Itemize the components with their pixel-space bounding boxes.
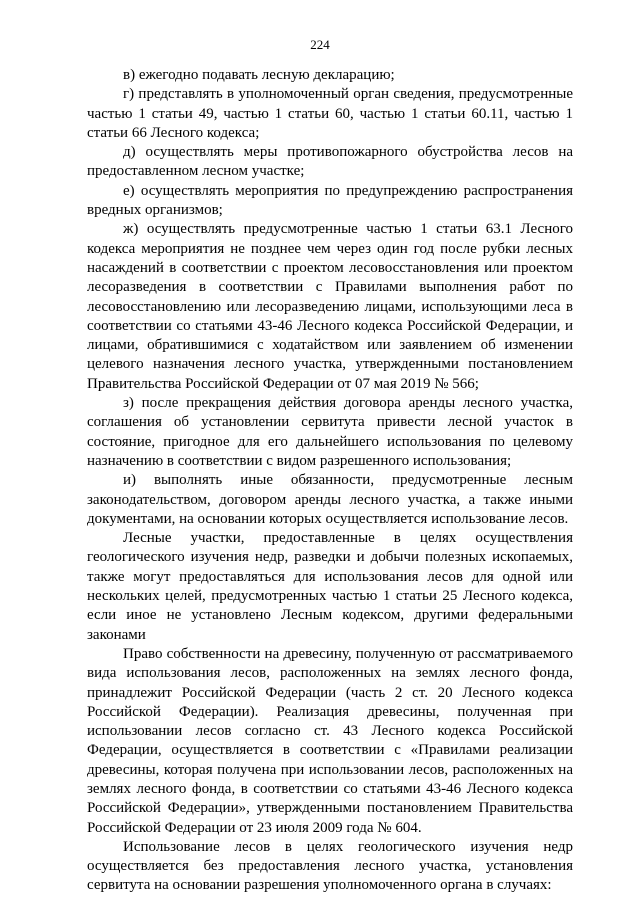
- paragraph-geological-use: Использование лесов в целях геологического изучения недр осуществляется без предоставления лесного участка, установления сервитута на основании разрешения уполномоченного органа в случаях:: [87, 838, 573, 894]
- paragraph-item-zh: ж) осуществлять предусмотренные частью 1 статьи 63.1 Лесного кодекса мероприятия не позднее чем через один год после рубки лесных насаждений в соответствии с проектом лесовосстановления или проектом лесоразведения в соответствии с Правилами выполнения работ по лесовосстановлению или лесоразведению лицами, использующими леса в соответствии со статьями 43-46 Лесного кодекса Российской Федерации, и лицами, обратившимися с ходатайством или заявлением об изменении целевого назначения лесного участка, утвержденными постановлением Правительства Российской Федерации от 07 мая 2019 № 566;: [87, 221, 573, 392]
- paragraph-item-d: д) осуществлять меры противопожарного обустройства лесов на предоставленном лесном участке;: [87, 144, 573, 180]
- paragraph-item-g: г) представлять в уполномоченный орган сведения, предусмотренные частью 1 статьи 49, частью 1 статьи 60, частью 1 статьи 60.11, частью 1 статьи 66 Лесного кодекса;: [87, 86, 573, 141]
- document-body: [87, 66, 573, 896]
- paragraph-item-i: и) выполнять иные обязанности, предусмотренные лесным законодательством, договором аренды лесного участка, а также иными документами, на основании которых осуществляется использование лесов.: [87, 472, 573, 527]
- paragraph-item-v: в) ежегодно подавать лесную декларацию;: [123, 67, 395, 83]
- paragraph-item-z: з) после прекращения действия договора аренды лесного участка, соглашения об установлении сервитута привести лесной участок в состояние, пригодное для его дальнейшего использования по целевому назначению в соответствии с видом разрешенного использования;: [87, 395, 573, 469]
- page-number: 224: [310, 37, 330, 52]
- paragraph-item-e: е) осуществлять мероприятия по предупреждению распространения вредных организмов;: [87, 182, 573, 219]
- paragraph-forest-plots: Лесные участки, предоставленные в целях осуществления геологического изучения недр, разведки и добычи полезных ископаемых, также могут предоставляться для использования лесов для одной или нескольких целей, предусмотренных частью 1 статьи 25 Лесного кодекса, если иное не установлено Лесным кодексом, другими федеральными законами: [87, 530, 573, 643]
- paragraph-timber-ownership: Право собственности на древесину, полученную от рассматриваемого вида использования лесов, расположенных на землях лесного фонда, принадлежит Российской Федерации (часть 2 ст. 20 Лесного кодекса Российской Федерации). Реализация древесины, полученная при использовании лесов согласно ст. 43 Лесного кодекса Российской Федерации, осуществляется в соответствии с «Правилами реализации древесины, которая получена при использовании лесов, расположенных на землях лесного фонда, в соответствии со статьями 43-46 Лесного кодекса Российской Федерации», утвержденными постановлением Правительства Российской Федерации от 23 июля 2009 года № 604.: [87, 645, 573, 836]
